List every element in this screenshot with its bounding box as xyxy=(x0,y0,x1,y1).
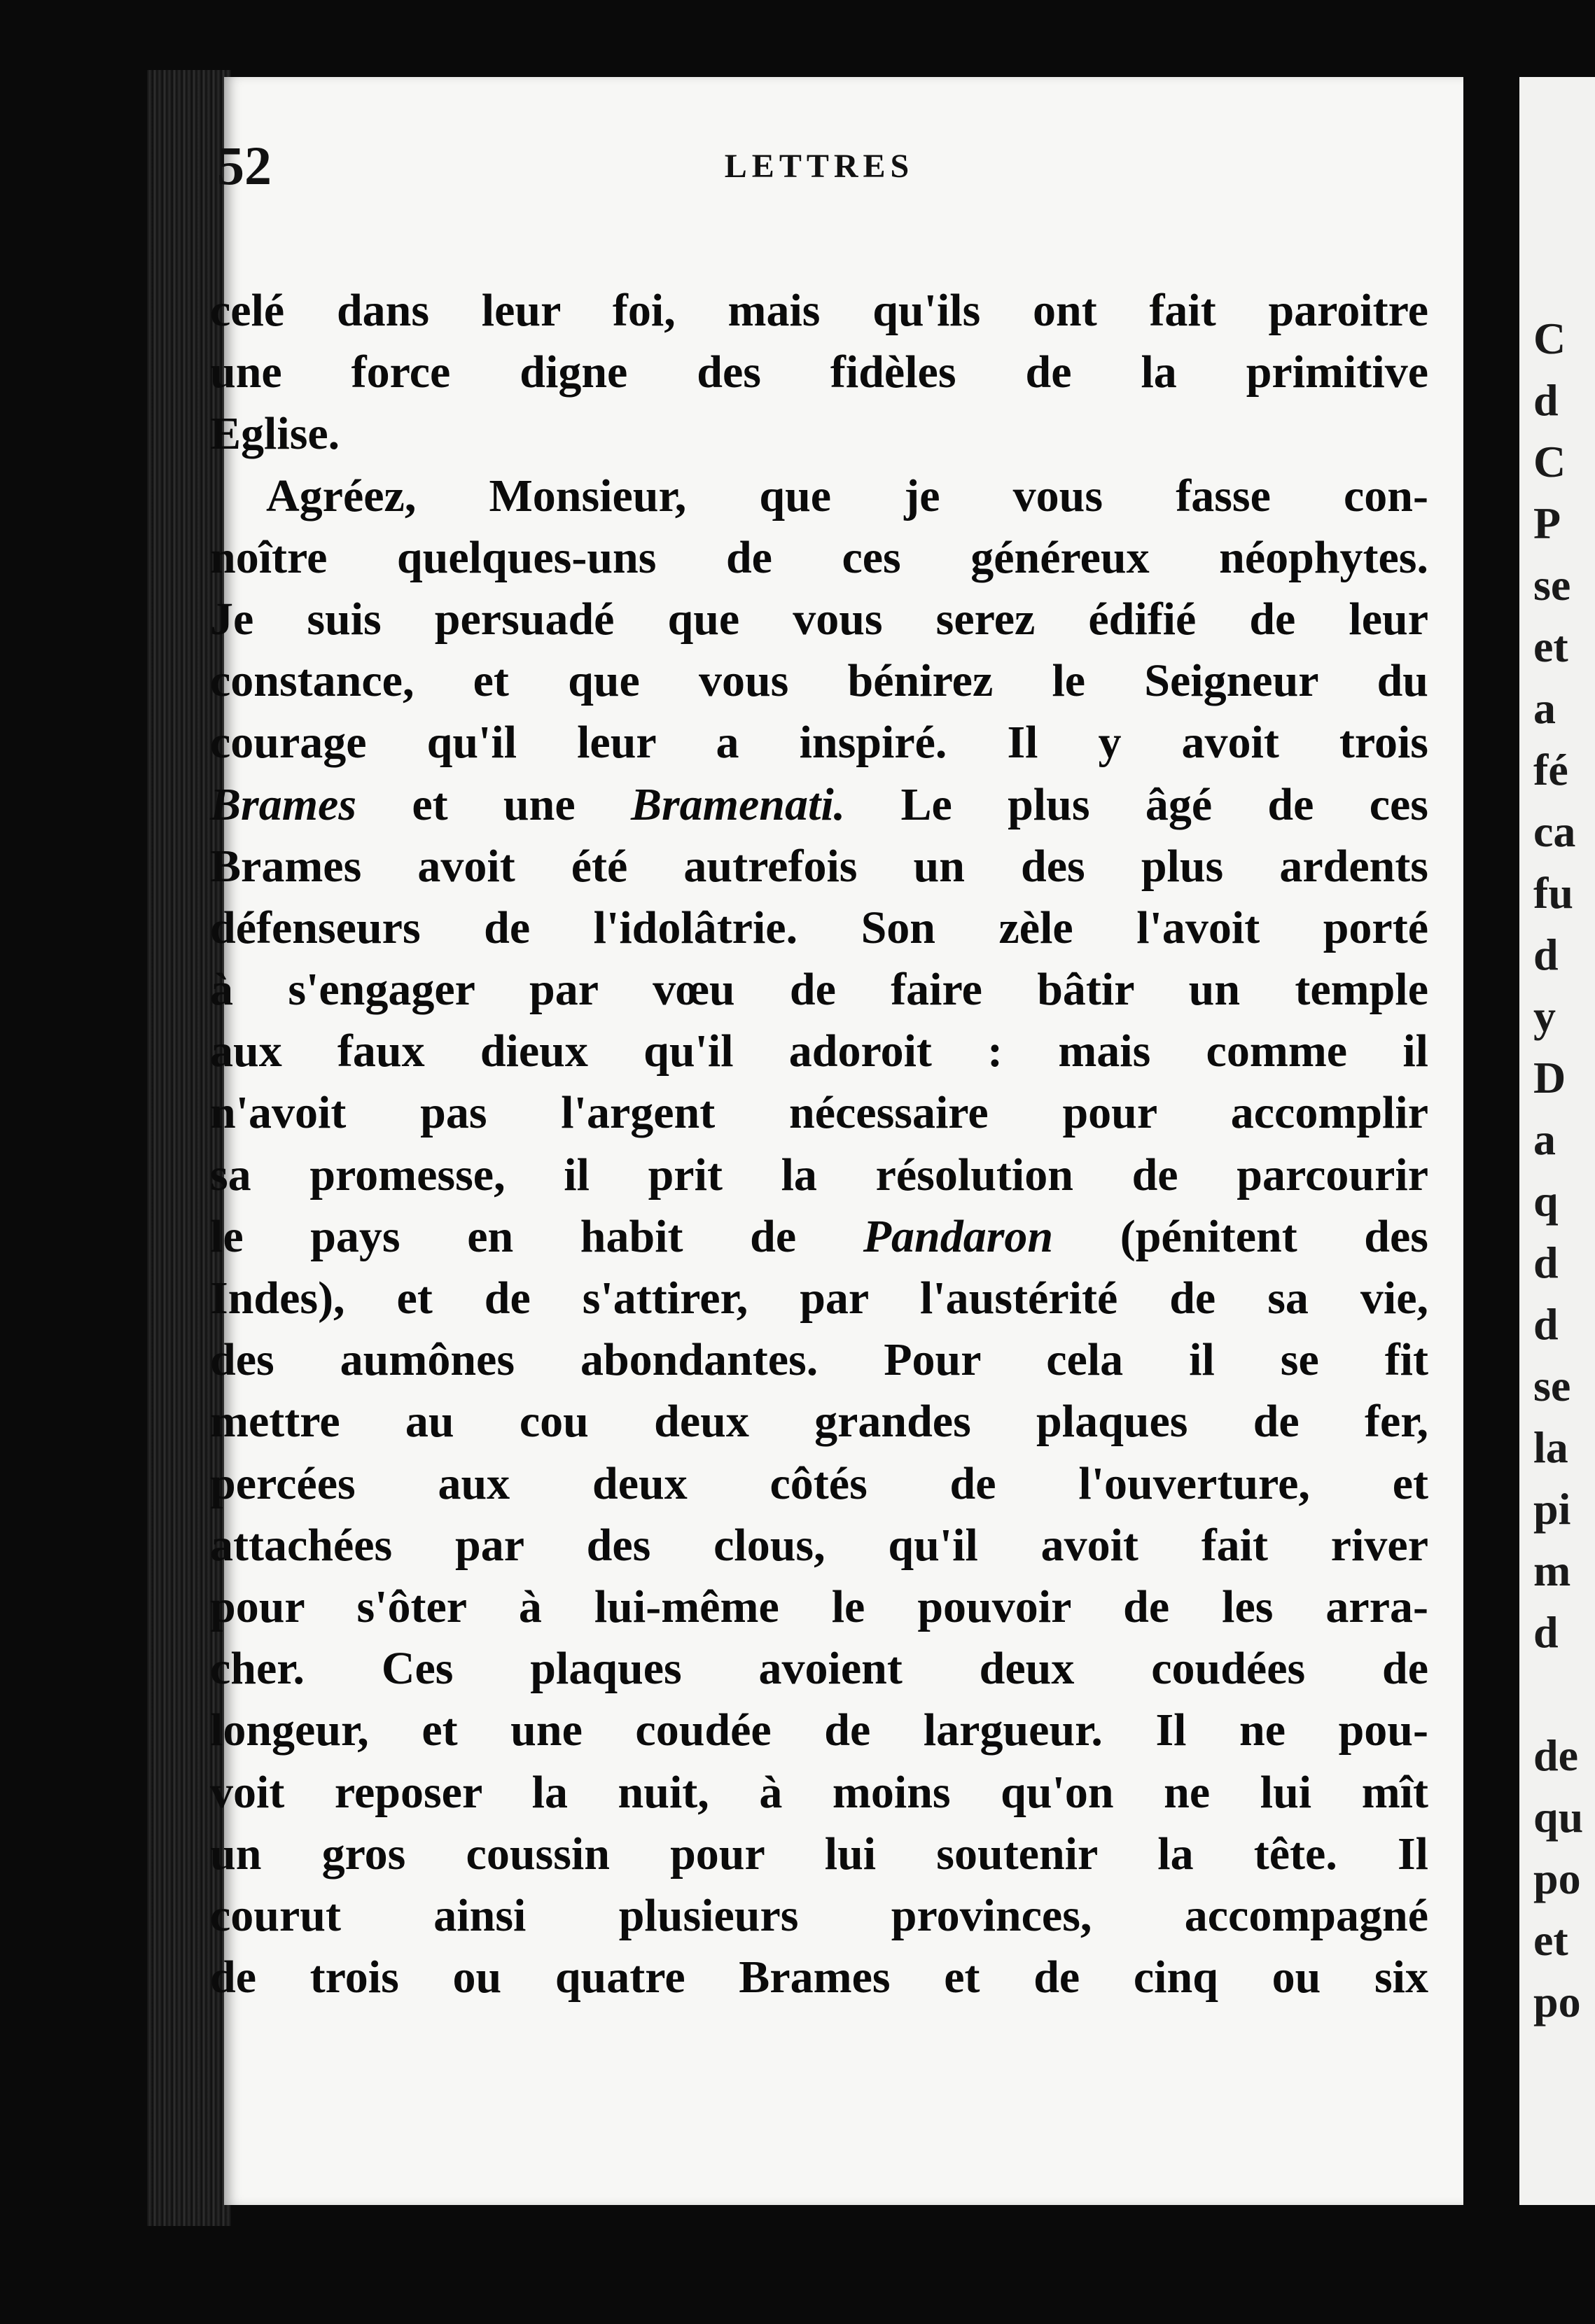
text-line: un gros coussin pour lui soutenir la tête. Il xyxy=(210,1828,1428,1879)
next-page-fragment: qu xyxy=(1533,1792,1584,1842)
body-text xyxy=(210,280,1428,2008)
text-line: des aumônes abondantes. Pour cela il se fit xyxy=(210,1334,1428,1386)
text-line: aux faux dieux qu'il adoroit : mais comme il xyxy=(210,1026,1428,1077)
next-page-fragment: q xyxy=(1533,1176,1559,1226)
text-fragment: (pénitent des xyxy=(1053,1210,1428,1262)
text-line: à s'engager par vœu de faire bâtir un temple xyxy=(210,964,1428,1016)
italic-term: Pandaron xyxy=(863,1210,1054,1262)
text-line: défenseurs de l'idolâtrie. Son zèle l'avoit porté xyxy=(210,902,1428,953)
next-page-fragment: a xyxy=(1533,683,1556,733)
text-line: constance, et que vous bénirez le Seigneur du xyxy=(210,655,1428,707)
next-page-fragment: fé xyxy=(1533,745,1568,794)
next-page-fragment: C xyxy=(1533,314,1566,363)
next-page-fragment: et xyxy=(1533,1915,1568,1965)
text-line: mettre au cou deux grandes plaques de fer, xyxy=(210,1396,1428,1448)
next-page-fragment: d xyxy=(1533,375,1559,425)
next-page-fragment: d xyxy=(1533,1238,1559,1287)
next-page-fragment: P xyxy=(1533,498,1561,548)
text-line: Brames avoit été autrefois un des plus ardents xyxy=(210,840,1428,892)
text-line: cher. Ces plaques avoient deux coudées de xyxy=(210,1643,1428,1695)
text-line: longeur, et une coudée de largueur. Il ne pou- xyxy=(210,1704,1428,1756)
text-line: une force digne des fidèles de la primitive xyxy=(210,346,1428,398)
next-page-fragment: fu xyxy=(1533,868,1573,918)
next-page-fragment: ca xyxy=(1533,806,1576,856)
text-line: pour s'ôter à lui-même le pouvoir de les arra- xyxy=(210,1581,1428,1632)
text-line: courut ainsi plusieurs provinces, accompagné xyxy=(210,1889,1428,1941)
next-page-fragment: d xyxy=(1533,930,1559,979)
next-page-fragment: m xyxy=(1533,1546,1571,1595)
text-line xyxy=(210,774,1428,836)
next-page-fragment: de xyxy=(1533,1730,1578,1780)
text-line xyxy=(210,1206,1428,1268)
next-page-fragment: pi xyxy=(1533,1484,1571,1534)
text-fragment: Le plus âgé de ces xyxy=(845,778,1428,830)
text-line: sa promesse, il prit la résolution de parcourir xyxy=(210,1149,1428,1200)
text-line: noître quelques-uns de ces généreux néophytes. xyxy=(210,531,1428,583)
next-page-fragment: la xyxy=(1533,1422,1568,1472)
next-page-fragment: d xyxy=(1533,1607,1559,1657)
next-page-fragment: et xyxy=(1533,622,1568,671)
text-line: voit reposer la nuit, à moins qu'on ne lui mît xyxy=(210,1766,1428,1818)
text-line: Indes), et de s'attirer, par l'austérité de sa vie, xyxy=(210,1273,1428,1324)
text-line: courage qu'il leur a inspiré. Il y avoit trois xyxy=(210,717,1428,769)
page-header xyxy=(217,134,1421,211)
running-head: LETTRES xyxy=(724,148,914,185)
next-page-fragment xyxy=(1519,1663,1595,1725)
italic-term: Brames xyxy=(210,778,357,830)
next-page-fragment: po xyxy=(1533,1977,1581,2026)
next-page-fragment: a xyxy=(1533,1114,1556,1164)
text-line: attachées par des clous, qu'il avoit fait river xyxy=(210,1519,1428,1571)
text-line: Je suis persuadé que vous serez édifié de leur xyxy=(210,593,1428,645)
next-page-edge xyxy=(1519,77,1595,2205)
next-page-fragment: po xyxy=(1533,1854,1581,1903)
next-page-fragment: y xyxy=(1533,991,1556,1041)
next-page-fragment: C xyxy=(1533,437,1566,486)
text-line: percées aux deux côtés de l'ouverture, et xyxy=(210,1457,1428,1509)
text-line: de trois ou quatre Brames et de cinq ou six xyxy=(210,1952,1428,2003)
text-line: Eglise. xyxy=(210,408,340,460)
text-fragment: le pays en habit de xyxy=(210,1210,863,1262)
text-line: celé dans leur foi, mais qu'ils ont fait paroitre xyxy=(210,285,1428,336)
next-page-fragments xyxy=(1519,77,1595,2033)
next-page-fragment: se xyxy=(1533,1361,1571,1410)
italic-term: Bramenati. xyxy=(630,778,846,830)
next-page-fragment: D xyxy=(1533,1053,1566,1102)
text-line: Agréez, Monsieur, que je vous fasse con- xyxy=(266,470,1428,522)
page-number: 52 xyxy=(217,135,272,196)
next-page-fragment: se xyxy=(1533,560,1571,610)
text-fragment: et une xyxy=(356,778,631,830)
next-page-fragment: d xyxy=(1533,1299,1559,1349)
text-line: n'avoit pas l'argent nécessaire pour accomplir xyxy=(210,1087,1428,1139)
